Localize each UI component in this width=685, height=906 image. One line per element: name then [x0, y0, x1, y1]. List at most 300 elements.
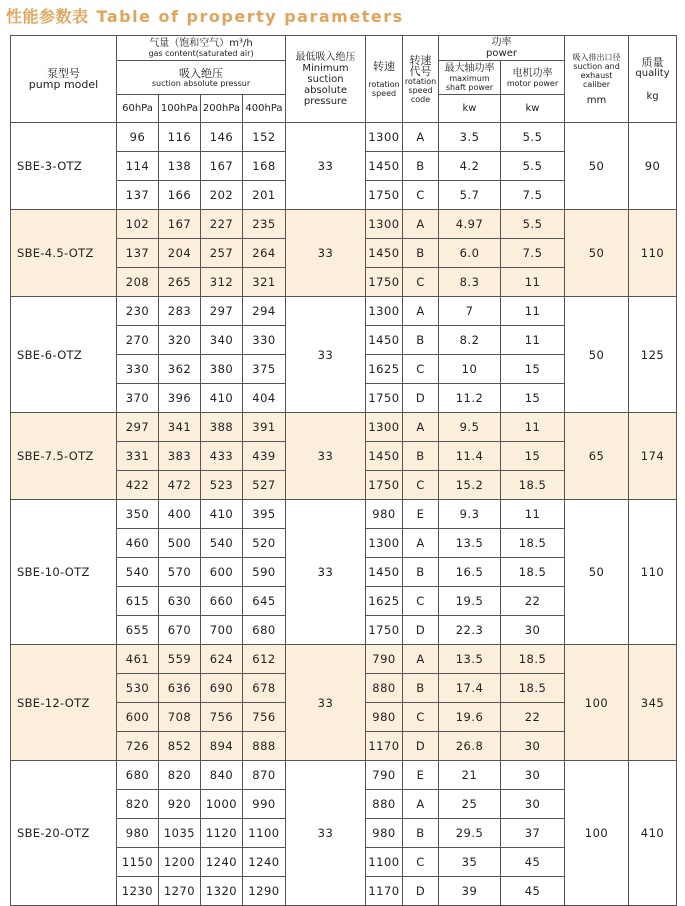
gas-content-cell: 395 — [243, 500, 286, 529]
rotation-speed-cell: 1300 — [366, 210, 403, 239]
gas-content-cell: 167 — [201, 152, 243, 181]
shaft-power-cell: 6.0 — [439, 239, 501, 268]
pump-model-cell: SBE-6-OTZ — [11, 297, 117, 413]
header-weight-en: quality — [635, 67, 670, 79]
pump-model-cell: SBE-12-OTZ — [11, 645, 117, 761]
gas-content-cell: 208 — [117, 268, 159, 297]
header-motor-cn: 电机功率 — [512, 67, 553, 79]
shaft-power-cell: 4.2 — [439, 152, 501, 181]
header-power — [439, 36, 565, 61]
gas-content-cell: 894 — [201, 732, 243, 761]
rotation-speed-cell: 1625 — [366, 587, 403, 616]
shaft-power-cell: 3.5 — [439, 123, 501, 152]
rotation-speed-cell: 790 — [366, 761, 403, 790]
header-weight — [629, 36, 677, 123]
gas-content-cell: 330 — [117, 355, 159, 384]
gas-content-cell: 96 — [117, 123, 159, 152]
gas-content-cell: 820 — [117, 790, 159, 819]
gas-content-cell: 678 — [243, 674, 286, 703]
motor-power-cell: 18.5 — [501, 558, 565, 587]
gas-content-cell: 102 — [117, 210, 159, 239]
speed-code-cell: B — [403, 558, 439, 587]
gas-content-cell: 146 — [201, 123, 243, 152]
rotation-speed-cell: 880 — [366, 674, 403, 703]
gas-content-cell: 888 — [243, 732, 286, 761]
gas-content-cell: 1150 — [117, 848, 159, 877]
header-suction-en: suction absolute pressur — [151, 78, 251, 88]
gas-content-cell: 321 — [243, 268, 286, 297]
gas-content-cell: 362 — [159, 355, 201, 384]
gas-content-cell: 590 — [243, 558, 286, 587]
title-chinese: 性能参数表 — [6, 7, 89, 26]
gas-content-cell: 530 — [117, 674, 159, 703]
shaft-power-cell: 11.4 — [439, 442, 501, 471]
gas-content-cell: 294 — [243, 297, 286, 326]
gas-content-cell: 227 — [201, 210, 243, 239]
gas-content-cell: 655 — [117, 616, 159, 645]
motor-power-cell: 7.5 — [501, 239, 565, 268]
motor-power-cell: 11 — [501, 268, 565, 297]
header-gas-en: gas content(saturated air) — [148, 49, 254, 58]
gas-content-cell: 980 — [117, 819, 159, 848]
gas-content-cell: 540 — [117, 558, 159, 587]
header-pressure-60: 60hPa — [117, 95, 159, 123]
gas-content-cell: 1120 — [201, 819, 243, 848]
table-row — [11, 210, 677, 239]
header-min-en-1: Minimum — [302, 62, 349, 74]
header-gas — [117, 36, 286, 61]
rotation-speed-cell: 980 — [366, 819, 403, 848]
motor-power-cell: 5.5 — [501, 152, 565, 181]
header-model — [11, 36, 117, 123]
header-model-cn: 泵型号 — [47, 67, 80, 80]
speed-code-cell: D — [403, 877, 439, 906]
speed-code-cell: A — [403, 210, 439, 239]
shaft-power-cell: 10 — [439, 355, 501, 384]
header-min-pressure — [286, 36, 366, 123]
motor-power-cell: 11 — [501, 500, 565, 529]
speed-code-cell: A — [403, 529, 439, 558]
rotation-speed-cell: 1100 — [366, 848, 403, 877]
motor-power-cell: 30 — [501, 732, 565, 761]
gas-content-cell: 600 — [201, 558, 243, 587]
header-caliber-en-1: suction and — [573, 61, 620, 71]
gas-content-cell: 660 — [201, 587, 243, 616]
header-code-en-3: code — [410, 94, 431, 104]
gas-content-cell: 708 — [159, 703, 201, 732]
gas-content-cell: 230 — [117, 297, 159, 326]
gas-content-cell: 370 — [117, 384, 159, 413]
min-pressure-cell: 33 — [286, 210, 366, 297]
shaft-power-cell: 8.3 — [439, 268, 501, 297]
header-caliber-en-2: exhaust — [580, 70, 613, 80]
gas-content-cell: 559 — [159, 645, 201, 674]
gas-content-cell: 1240 — [201, 848, 243, 877]
gas-content-cell: 201 — [243, 181, 286, 210]
gas-content-cell: 341 — [159, 413, 201, 442]
header-gas-cn: 气量（饱和空气）m³/h — [149, 38, 253, 49]
header-code-cn-1: 转速 — [409, 53, 432, 67]
gas-content-cell: 472 — [159, 471, 201, 500]
speed-code-cell: C — [403, 181, 439, 210]
weight-cell: 125 — [629, 297, 677, 413]
table-row — [11, 500, 677, 529]
rotation-speed-cell: 1750 — [366, 616, 403, 645]
gas-content-cell: 1200 — [159, 848, 201, 877]
table-row — [11, 123, 677, 152]
gas-content-cell: 350 — [117, 500, 159, 529]
weight-cell: 410 — [629, 761, 677, 906]
page-title — [6, 4, 404, 27]
gas-content-cell: 404 — [243, 384, 286, 413]
gas-content-cell: 1290 — [243, 877, 286, 906]
weight-cell: 110 — [629, 500, 677, 645]
gas-content-cell: 320 — [159, 326, 201, 355]
gas-content-cell: 600 — [117, 703, 159, 732]
gas-content-cell: 330 — [243, 326, 286, 355]
shaft-power-cell: 11.2 — [439, 384, 501, 413]
header-weight-cn: 质量 — [641, 55, 664, 69]
motor-power-cell: 15 — [501, 442, 565, 471]
gas-content-cell: 990 — [243, 790, 286, 819]
table-row — [11, 761, 677, 790]
gas-content-cell: 137 — [117, 181, 159, 210]
gas-content-cell: 168 — [243, 152, 286, 181]
speed-code-cell: E — [403, 761, 439, 790]
gas-content-cell: 615 — [117, 587, 159, 616]
rotation-speed-cell: 1450 — [366, 558, 403, 587]
rotation-speed-cell: 1450 — [366, 442, 403, 471]
gas-content-cell: 920 — [159, 790, 201, 819]
min-pressure-cell: 33 — [286, 761, 366, 906]
gas-content-cell: 680 — [117, 761, 159, 790]
header-pressure-200: 200hPa — [201, 95, 243, 123]
rotation-speed-cell: 1300 — [366, 123, 403, 152]
weight-cell: 174 — [629, 413, 677, 500]
min-pressure-cell: 33 — [286, 297, 366, 413]
gas-content-cell: 375 — [243, 355, 286, 384]
rotation-speed-cell: 790 — [366, 645, 403, 674]
header-speed-en-1: rotation — [368, 79, 400, 89]
header-min-en-3: absolute — [304, 84, 347, 96]
gas-content-cell: 461 — [117, 645, 159, 674]
speed-code-cell: C — [403, 355, 439, 384]
speed-code-cell: A — [403, 297, 439, 326]
header-code-en-2: speed — [408, 85, 433, 95]
header-shaft-en: maximum shaft power — [445, 74, 494, 92]
weight-cell: 90 — [629, 123, 677, 210]
rotation-speed-cell: 1300 — [366, 297, 403, 326]
motor-power-cell: 15 — [501, 355, 565, 384]
title-english: Table of property parameters — [96, 7, 404, 26]
rotation-speed-cell: 1450 — [366, 239, 403, 268]
shaft-power-cell: 22.3 — [439, 616, 501, 645]
gas-content-cell: 297 — [117, 413, 159, 442]
caliber-cell: 50 — [565, 123, 629, 210]
caliber-cell: 100 — [565, 761, 629, 906]
gas-content-cell: 114 — [117, 152, 159, 181]
header-power-cn: 功率 — [491, 37, 512, 48]
gas-content-cell: 433 — [201, 442, 243, 471]
min-pressure-cell: 33 — [286, 413, 366, 500]
speed-code-cell: A — [403, 645, 439, 674]
rotation-speed-cell: 880 — [366, 790, 403, 819]
gas-content-cell: 204 — [159, 239, 201, 268]
motor-power-cell: 7.5 — [501, 181, 565, 210]
gas-content-cell: 235 — [243, 210, 286, 239]
shaft-power-cell: 13.5 — [439, 645, 501, 674]
shaft-power-cell: 17.4 — [439, 674, 501, 703]
header-pressure-400: 400hPa — [243, 95, 286, 123]
gas-content-cell: 116 — [159, 123, 201, 152]
gas-content-cell: 1230 — [117, 877, 159, 906]
pump-model-cell: SBE-3-OTZ — [11, 123, 117, 210]
header-min-cn: 最低吸入绝压 — [295, 51, 356, 63]
motor-power-cell: 18.5 — [501, 674, 565, 703]
shaft-power-cell: 35 — [439, 848, 501, 877]
motor-power-cell: 22 — [501, 703, 565, 732]
gas-content-cell: 636 — [159, 674, 201, 703]
speed-code-cell: D — [403, 384, 439, 413]
header-min-en-4: pressure — [303, 95, 348, 107]
gas-content-cell: 167 — [159, 210, 201, 239]
speed-code-cell: A — [403, 413, 439, 442]
gas-content-cell: 1100 — [243, 819, 286, 848]
speed-code-cell: A — [403, 790, 439, 819]
table-row — [11, 413, 677, 442]
caliber-cell: 50 — [565, 297, 629, 413]
motor-power-cell: 18.5 — [501, 645, 565, 674]
shaft-power-cell: 39 — [439, 877, 501, 906]
speed-code-cell: A — [403, 123, 439, 152]
shaft-power-cell: 9.3 — [439, 500, 501, 529]
motor-power-cell: 45 — [501, 848, 565, 877]
shaft-power-cell: 5.7 — [439, 181, 501, 210]
gas-content-cell: 726 — [117, 732, 159, 761]
shaft-power-cell: 26.8 — [439, 732, 501, 761]
shaft-power-cell: 29.5 — [439, 819, 501, 848]
header-weight-unit: kg — [646, 90, 659, 102]
speed-code-cell: B — [403, 819, 439, 848]
gas-content-cell: 388 — [201, 413, 243, 442]
gas-content-cell: 1240 — [243, 848, 286, 877]
rotation-speed-cell: 980 — [366, 703, 403, 732]
motor-power-cell: 45 — [501, 877, 565, 906]
gas-content-cell: 152 — [243, 123, 286, 152]
shaft-power-cell: 21 — [439, 761, 501, 790]
gas-content-cell: 270 — [117, 326, 159, 355]
gas-content-cell: 852 — [159, 732, 201, 761]
gas-content-cell: 265 — [159, 268, 201, 297]
rotation-speed-cell: 1300 — [366, 413, 403, 442]
header-caliber-cn: 吸入排出口径 — [572, 52, 621, 62]
header-min-en-2: suction — [307, 73, 344, 85]
shaft-power-cell: 16.5 — [439, 558, 501, 587]
gas-content-cell: 1320 — [201, 877, 243, 906]
shaft-power-cell: 25 — [439, 790, 501, 819]
motor-power-cell: 11 — [501, 413, 565, 442]
rotation-speed-cell: 1750 — [366, 268, 403, 297]
gas-content-cell: 570 — [159, 558, 201, 587]
speed-code-cell: C — [403, 848, 439, 877]
table-row — [11, 645, 677, 674]
gas-content-cell: 297 — [201, 297, 243, 326]
pump-model-cell: SBE-10-OTZ — [11, 500, 117, 645]
gas-content-cell: 540 — [201, 529, 243, 558]
gas-content-cell: 312 — [201, 268, 243, 297]
motor-power-cell: 30 — [501, 761, 565, 790]
shaft-power-cell: 7 — [439, 297, 501, 326]
motor-power-cell: 18.5 — [501, 529, 565, 558]
header-code-en-1: rotation — [404, 76, 437, 86]
rotation-speed-cell: 1750 — [366, 181, 403, 210]
shaft-power-cell: 4.97 — [439, 210, 501, 239]
header-caliber-en-3: caliber — [582, 79, 611, 89]
shaft-power-cell: 19.5 — [439, 587, 501, 616]
gas-content-cell: 756 — [201, 703, 243, 732]
shaft-power-cell: 9.5 — [439, 413, 501, 442]
speed-code-cell: D — [403, 616, 439, 645]
header-speed-code — [403, 36, 439, 123]
caliber-cell: 50 — [565, 500, 629, 645]
shaft-power-cell: 13.5 — [439, 529, 501, 558]
pump-model-cell: SBE-7.5-OTZ — [11, 413, 117, 500]
gas-content-cell: 527 — [243, 471, 286, 500]
gas-content-cell: 410 — [201, 384, 243, 413]
speed-code-cell: C — [403, 587, 439, 616]
pump-model-cell: SBE-20-OTZ — [11, 761, 117, 906]
speed-code-cell: D — [403, 732, 439, 761]
speed-code-cell: B — [403, 674, 439, 703]
gas-content-cell: 520 — [243, 529, 286, 558]
header-speed — [366, 36, 403, 123]
shaft-power-cell: 15.2 — [439, 471, 501, 500]
header-caliber — [565, 36, 629, 123]
shaft-power-cell: 19.6 — [439, 703, 501, 732]
header-motor-en: motor power — [506, 78, 559, 88]
header-shaft-power — [439, 61, 501, 95]
gas-content-cell: 700 — [201, 616, 243, 645]
rotation-speed-cell: 1170 — [366, 877, 403, 906]
gas-content-cell: 1035 — [159, 819, 201, 848]
motor-power-cell: 30 — [501, 790, 565, 819]
rotation-speed-cell: 1750 — [366, 471, 403, 500]
header-speed-en-2: speed — [371, 88, 397, 98]
header-suction — [117, 61, 286, 95]
weight-cell: 110 — [629, 210, 677, 297]
table-body — [11, 123, 677, 906]
gas-content-cell: 400 — [159, 500, 201, 529]
shaft-power-cell: 8.2 — [439, 326, 501, 355]
motor-power-cell: 11 — [501, 326, 565, 355]
min-pressure-cell: 33 — [286, 645, 366, 761]
gas-content-cell: 264 — [243, 239, 286, 268]
motor-power-cell: 11 — [501, 297, 565, 326]
motor-power-cell: 5.5 — [501, 210, 565, 239]
rotation-speed-cell: 980 — [366, 500, 403, 529]
min-pressure-cell: 33 — [286, 500, 366, 645]
header-suction-cn: 吸入绝压 — [179, 66, 223, 80]
gas-content-cell: 612 — [243, 645, 286, 674]
property-table — [10, 35, 677, 906]
gas-content-cell: 460 — [117, 529, 159, 558]
motor-power-cell: 30 — [501, 616, 565, 645]
gas-content-cell: 840 — [201, 761, 243, 790]
header-speed-cn: 转速 — [373, 59, 395, 73]
caliber-cell: 100 — [565, 645, 629, 761]
speed-code-cell: C — [403, 703, 439, 732]
table-row — [11, 297, 677, 326]
pump-model-cell: SBE-4.5-OTZ — [11, 210, 117, 297]
speed-code-cell: E — [403, 500, 439, 529]
gas-content-cell: 380 — [201, 355, 243, 384]
gas-content-cell: 870 — [243, 761, 286, 790]
motor-power-cell: 15 — [501, 384, 565, 413]
gas-content-cell: 1270 — [159, 877, 201, 906]
speed-code-cell: B — [403, 152, 439, 181]
gas-content-cell: 523 — [201, 471, 243, 500]
header-caliber-unit: mm — [586, 94, 607, 106]
gas-content-cell: 383 — [159, 442, 201, 471]
gas-content-cell: 820 — [159, 761, 201, 790]
rotation-speed-cell: 1625 — [366, 355, 403, 384]
gas-content-cell: 331 — [117, 442, 159, 471]
gas-content-cell: 624 — [201, 645, 243, 674]
gas-content-cell: 137 — [117, 239, 159, 268]
speed-code-cell: B — [403, 326, 439, 355]
gas-content-cell: 756 — [243, 703, 286, 732]
gas-content-cell: 630 — [159, 587, 201, 616]
gas-content-cell: 138 — [159, 152, 201, 181]
motor-power-cell: 37 — [501, 819, 565, 848]
caliber-cell: 50 — [565, 210, 629, 297]
gas-content-cell: 439 — [243, 442, 286, 471]
rotation-speed-cell: 1450 — [366, 326, 403, 355]
gas-content-cell: 422 — [117, 471, 159, 500]
gas-content-cell: 410 — [201, 500, 243, 529]
gas-content-cell: 391 — [243, 413, 286, 442]
weight-cell: 345 — [629, 645, 677, 761]
rotation-speed-cell: 1300 — [366, 529, 403, 558]
header-shaft-cn: 最大轴功率 — [444, 63, 495, 74]
gas-content-cell: 202 — [201, 181, 243, 210]
gas-content-cell: 1000 — [201, 790, 243, 819]
gas-content-cell: 680 — [243, 616, 286, 645]
speed-code-cell: B — [403, 442, 439, 471]
motor-power-cell: 5.5 — [501, 123, 565, 152]
header-motor-unit: kw — [501, 95, 565, 123]
gas-content-cell: 166 — [159, 181, 201, 210]
gas-content-cell: 283 — [159, 297, 201, 326]
caliber-cell: 65 — [565, 413, 629, 500]
rotation-speed-cell: 1170 — [366, 732, 403, 761]
min-pressure-cell: 33 — [286, 123, 366, 210]
speed-code-cell: C — [403, 268, 439, 297]
gas-content-cell: 645 — [243, 587, 286, 616]
motor-power-cell: 22 — [501, 587, 565, 616]
gas-content-cell: 340 — [201, 326, 243, 355]
speed-code-cell: B — [403, 239, 439, 268]
gas-content-cell: 690 — [201, 674, 243, 703]
header-motor-power — [501, 61, 565, 95]
rotation-speed-cell: 1450 — [366, 152, 403, 181]
gas-content-cell: 257 — [201, 239, 243, 268]
speed-code-cell: C — [403, 471, 439, 500]
header-code-cn-2: 代号 — [409, 64, 432, 78]
header-pressure-100: 100hPa — [159, 95, 201, 123]
motor-power-cell: 18.5 — [501, 471, 565, 500]
rotation-speed-cell: 1750 — [366, 384, 403, 413]
